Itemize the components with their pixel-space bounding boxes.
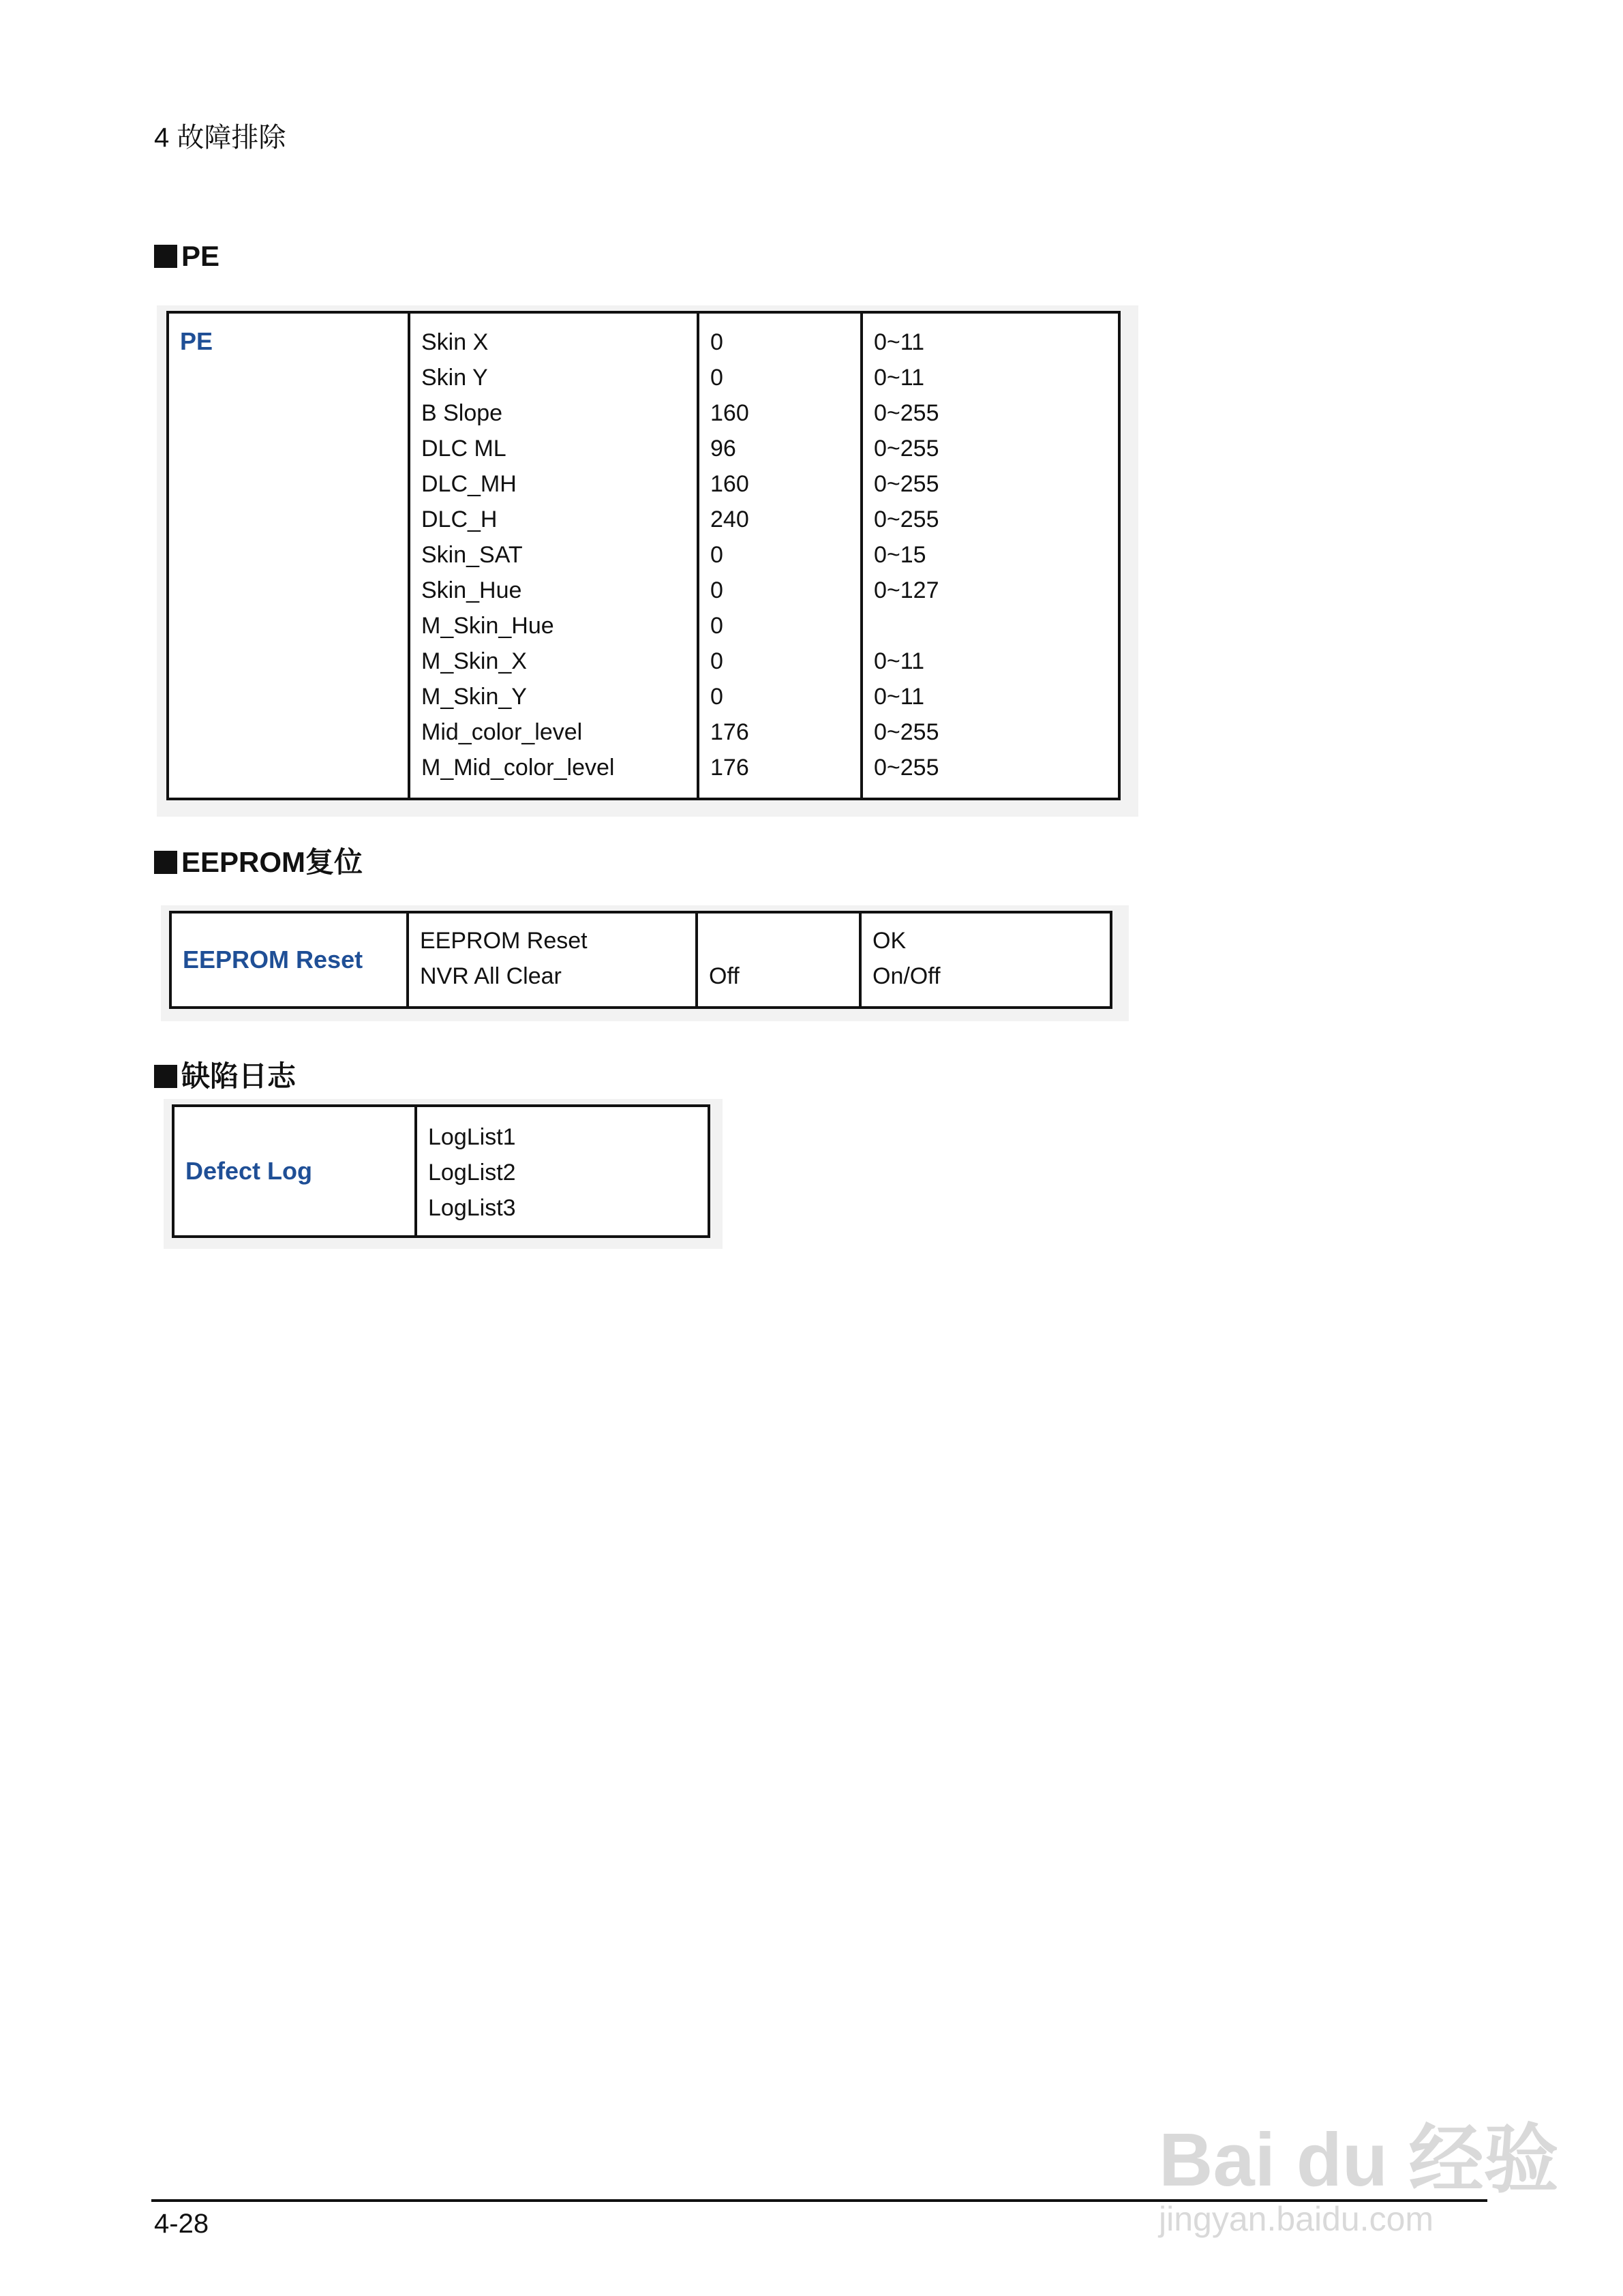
pe-item-label: B Slope — [421, 400, 503, 426]
pe-item-label: DLC ML — [421, 436, 506, 462]
pe-item-label: DLC_MH — [421, 471, 517, 497]
pe-ranges-cell — [862, 312, 1119, 799]
pe-item-label: DLC_H — [421, 507, 498, 532]
defect-log-item: LogList2 — [428, 1160, 516, 1185]
pe-item-value: 0 — [710, 365, 723, 391]
eeprom-item-label: EEPROM Reset — [420, 928, 588, 954]
chapter-header: 4 故障排除 — [154, 123, 286, 153]
pe-item-value: 0 — [710, 613, 723, 639]
pe-item-range: 0~255 — [874, 471, 939, 497]
defect-log-name-cell — [173, 1106, 416, 1237]
section-title-defect-log — [154, 1054, 296, 1095]
pe-item-value: 96 — [710, 436, 736, 462]
eeprom-item-label: NVR All Clear — [420, 963, 562, 989]
pe-item-value: 0 — [710, 329, 723, 355]
pe-item-value: 176 — [710, 719, 749, 745]
pe-item-value: 0 — [710, 577, 723, 603]
pe-item-range: 0~11 — [874, 329, 925, 355]
pe-item-range — [874, 608, 1118, 644]
eeprom-name-cell — [170, 912, 408, 1008]
pe-table — [166, 311, 1121, 800]
pe-item-range: 0~255 — [874, 719, 939, 745]
pe-item-range: 0~255 — [874, 755, 939, 781]
square-bullet-icon — [154, 851, 177, 874]
defect-log-name: Defect Log — [185, 1157, 313, 1185]
pe-item-range: 0~11 — [874, 684, 925, 710]
eeprom-items-cell — [408, 912, 697, 1008]
square-bullet-icon — [154, 245, 177, 268]
eeprom-item-value — [709, 923, 859, 958]
square-bullet-icon — [154, 1065, 177, 1088]
pe-item-range: 0~11 — [874, 648, 925, 674]
pe-item-label: Mid_color_level — [421, 719, 583, 745]
defect-log-table — [172, 1104, 710, 1238]
eeprom-item-range: OK — [873, 928, 907, 954]
section-title-text: EEPROM复位 — [181, 846, 363, 878]
pe-item-range: 0~255 — [874, 507, 939, 532]
defect-log-item: LogList1 — [428, 1124, 516, 1150]
pe-item-value: 160 — [710, 400, 749, 426]
pe-item-range: 0~127 — [874, 577, 939, 603]
pe-item-label: M_Skin_X — [421, 648, 527, 674]
eeprom-item-range: On/Off — [873, 963, 941, 989]
defect-log-item: LogList3 — [428, 1195, 516, 1221]
pe-values-cell — [698, 312, 862, 799]
section-title-eeprom — [154, 840, 363, 881]
eeprom-item-value: Off — [709, 963, 740, 989]
pe-item-range: 0~255 — [874, 436, 939, 462]
pe-item-range: 0~255 — [874, 400, 939, 426]
pe-item-value: 240 — [710, 507, 749, 532]
pe-item-range: 0~11 — [874, 365, 925, 391]
pe-item-range: 0~15 — [874, 542, 926, 568]
pe-item-label: M_Skin_Y — [421, 684, 527, 710]
pe-name-cell — [168, 312, 409, 799]
pe-item-label: Skin Y — [421, 365, 488, 391]
defect-log-items-cell — [416, 1106, 709, 1237]
baidu-watermark-logo: Bai du 经验 — [1159, 2118, 1559, 2202]
pe-item-value: 0 — [710, 542, 723, 568]
pe-item-label: Skin_SAT — [421, 542, 523, 568]
pe-item-label: M_Skin_Hue — [421, 613, 554, 639]
eeprom-ranges-cell — [860, 912, 1111, 1008]
pe-item-value: 176 — [710, 755, 749, 781]
pe-item-value: 160 — [710, 471, 749, 497]
pe-item-value: 0 — [710, 648, 723, 674]
eeprom-values-cell — [697, 912, 860, 1008]
eeprom-name: EEPROM Reset — [183, 946, 363, 973]
pe-items-cell — [409, 312, 698, 799]
section-title-text: 缺陷日志 — [181, 1060, 297, 1092]
pe-item-label: Skin_Hue — [421, 577, 522, 603]
pe-item-label: Skin X — [421, 329, 489, 355]
eeprom-table — [169, 911, 1112, 1009]
pe-item-label: M_Mid_color_level — [421, 755, 615, 781]
page-number: 4-28 — [154, 2209, 209, 2239]
section-title-text: PE — [181, 240, 220, 272]
section-title-pe — [154, 240, 219, 273]
pe-name: PE — [180, 327, 213, 355]
pe-item-value: 0 — [710, 684, 723, 710]
baidu-watermark-url: jingyan.baidu.com — [1159, 2200, 1434, 2238]
